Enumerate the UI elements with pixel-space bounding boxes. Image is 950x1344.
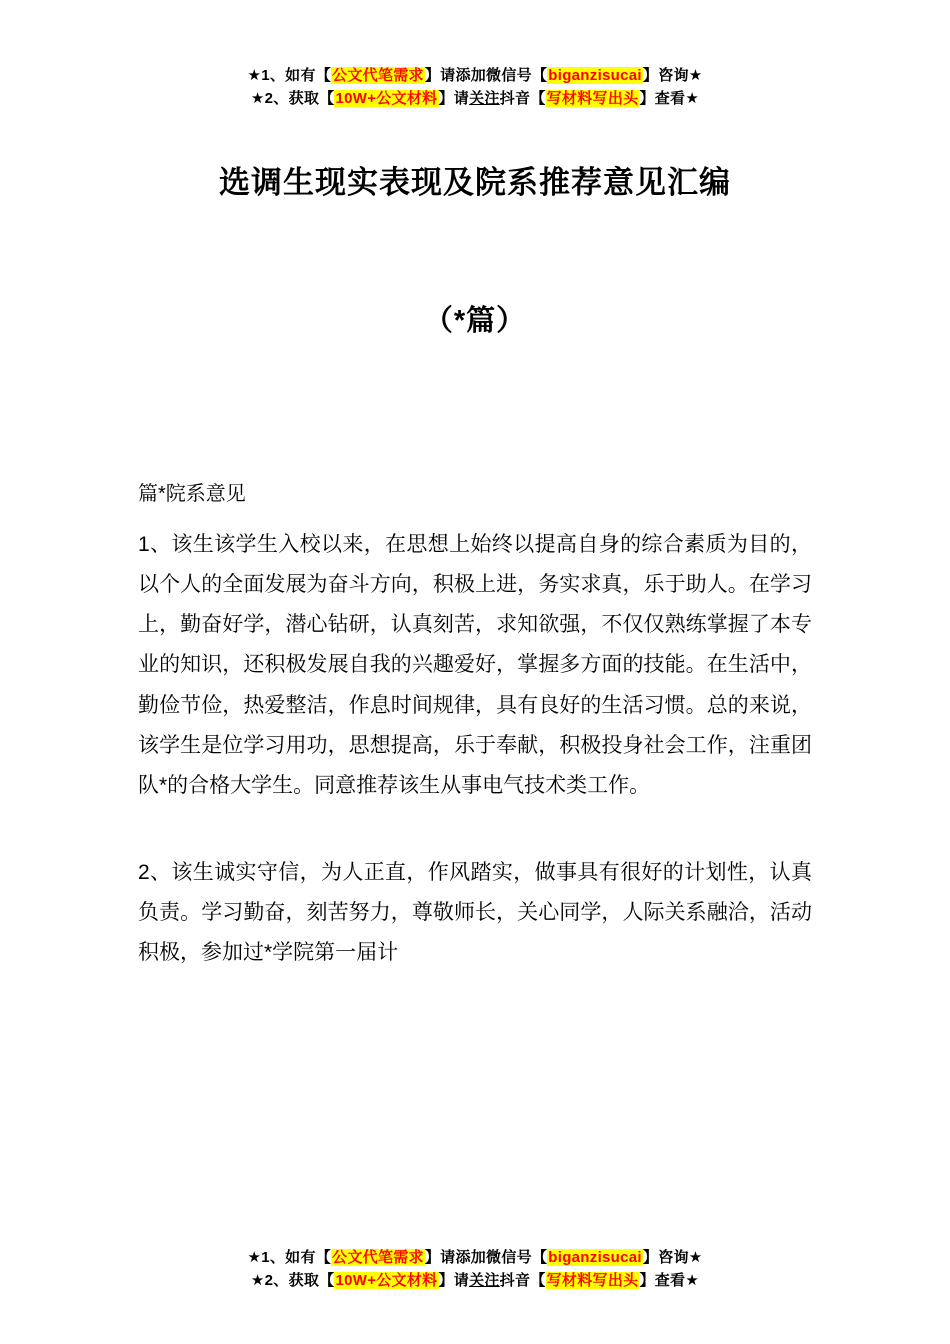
promo-keyword-materials: 10W+公文材料 [335,90,438,108]
paragraph-1: 1、该生该学生入校以来，在思想上始终以提高自身的综合素质为目的，以个人的全面发展为奋斗方向，积极上进，务实求真，乐于助人。在学习上，勤奋好学，潜心钻研，认真刻苦，求知欲强，不仅仅熟练掌握了本专业的知识，还积极发展自我的兴趣爱好，掌握多方面的技能。在生活中，勤俭节俭，热爱整洁，作息时间规律，具有良好的生活习惯。总的来说，该学生是位学习用功，思想提高，乐于奉献，积极投身社会工作，注重团队*的合格大学生。同意推荐该生从事电气技术类工作。 [138,532,812,798]
promo-line-2 [138,87,812,110]
promo-line-1-mid-bottom: 】请添加微信号【 [424,1248,548,1266]
promo-keyword-ghostwriting-bottom: 公文代笔需求 [332,1248,424,1266]
document-body [138,479,812,974]
page-title: 选调生现实表现及院系推荐意见汇编 [219,164,731,200]
promo-line-2-underline: 关注 [469,90,500,108]
promo-keyword-douyin: 写材料写出头 [546,90,639,108]
promo-line-1-lead: ★1、如有【 [247,67,332,84]
promo-line-2-mid: 】请 [438,90,470,108]
promo-banner-bottom [0,1246,950,1293]
promo-line-1-tail: 】咨询★ [642,67,703,84]
promo-line-1-mid: 】请添加微信号【 [424,67,548,84]
promo-line-1-tail-bottom: 】咨询★ [642,1248,703,1266]
promo-keyword-wechat-id: biganzisucai [548,67,642,84]
promo-keyword-wechat-id-bottom: biganzisucai [548,1248,642,1266]
promo-line-2-lead: ★2、获取【 [250,90,335,108]
promo-line-1-lead-bottom: ★1、如有【 [247,1248,332,1266]
promo-line-2-lead-bottom: ★2、获取【 [250,1271,335,1289]
promo-banner-top [138,0,812,111]
promo-line-1-bottom [0,1246,950,1269]
promo-line-2-tail-bottom: 】查看★ [639,1271,700,1289]
promo-keyword-materials-bottom: 10W+公文材料 [335,1271,438,1289]
promo-line-2-tail: 】查看★ [639,90,700,108]
promo-line-2-mid2-bottom: 抖音【 [499,1271,546,1289]
promo-line-2-mid-bottom: 】请 [438,1271,470,1289]
page-subtitle: （*篇） [423,304,527,337]
promo-line-2-mid2: 抖音【 [499,90,546,108]
promo-keyword-ghostwriting: 公文代笔需求 [332,67,424,84]
promo-line-1 [138,64,812,87]
paragraph-2: 2、该生诚实守信，为人正直，作风踏实，做事具有很好的计划性，认真负责。学习勤奋，刻苦努力，尊敬师长，关心同学，人际关系融洽，活动积极，参加过*学院第一届计 [138,860,812,965]
section-heading: 篇*院系意见 [138,482,246,505]
promo-keyword-douyin-bottom: 写材料写出头 [546,1271,639,1289]
promo-line-2-underline-bottom: 关注 [469,1271,500,1289]
promo-line-2-bottom [0,1269,950,1292]
